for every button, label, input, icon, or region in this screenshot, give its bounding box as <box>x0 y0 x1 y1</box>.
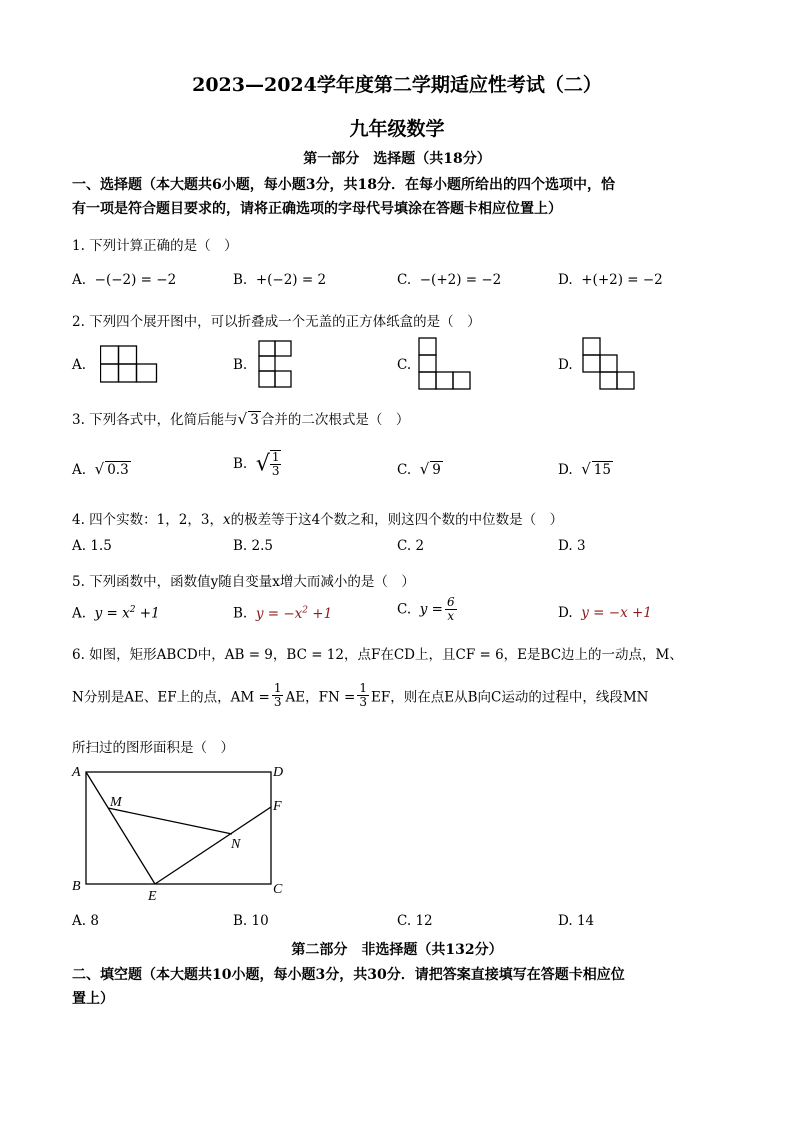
q6-line3: 所扫过的图形面积是（ ） <box>72 740 234 756</box>
q2-net-a <box>100 345 160 385</box>
q6-rectangle-figure <box>68 760 298 905</box>
segment-ae <box>86 772 155 884</box>
q2-net-b <box>258 340 294 390</box>
q6-option-b: B. 10 <box>233 913 269 929</box>
q5-option-c: C. y = $\frac{6}{x}$ <box>397 595 455 623</box>
q5-option-d: D. y = −x +1 <box>558 605 652 621</box>
q4-option-a: A. 1.5 <box>72 538 112 554</box>
label-c: C <box>273 882 283 897</box>
part2-heading: 第二部分 非选择题（共132分） <box>291 942 503 958</box>
segment-ef <box>155 807 271 884</box>
label-e: E <box>148 889 157 904</box>
segment-mn <box>108 808 232 834</box>
q4-option-b: B. 2.5 <box>233 538 273 554</box>
q3-option-c: C. √ 9 <box>397 460 441 478</box>
q1-option-d: D. +(+2) = −2 <box>558 272 663 288</box>
label-d: D <box>273 765 284 780</box>
section2-heading-line1: 二、填空题（本大题共10小题，每小题3分，共30分．请把答案直接填写在答题卡相应位 <box>72 967 625 983</box>
label-a: A <box>72 765 81 780</box>
q1-option-c: C. −(+2) = −2 <box>397 272 502 288</box>
q3-stem: 3. 下列各式中，化简后能与√ 3 合并的二次根式是（ ） <box>72 410 410 428</box>
page-subtitle: 九年级数学 <box>349 118 445 140</box>
page-title: 2023—2024学年度第二学期适应性考试（二） <box>192 74 602 96</box>
q2-option-c-label: C. <box>397 357 412 373</box>
q6-line1: 6. 如图，矩形ABCD中，AB = 9，BC = 12，点F在CD上，且CF = 6，E是BC边上的一动点，M、 <box>72 647 683 663</box>
section1-heading-line1: 一、选择题（本大题共6小题，每小题3分，共18分．在每小题所给出的四个选项中，恰 <box>72 177 615 193</box>
section2-heading-line2: 置上） <box>72 991 114 1007</box>
q1-option-a: A. −(−2) = −2 <box>72 272 177 288</box>
q3-option-b: B. √ $\frac{1}{3}$ <box>233 450 280 478</box>
q6-option-c: C. 12 <box>397 913 433 929</box>
q2-net-d <box>582 337 638 391</box>
label-f: F <box>273 799 282 814</box>
rectangle-abcd <box>86 772 271 884</box>
q2-option-d-label: D. <box>558 357 573 373</box>
q5-stem: 5. 下列函数中，函数值y随自变量x增大而减小的是（ ） <box>72 574 415 590</box>
q2-net-c <box>418 337 474 391</box>
q3-option-d: D. √ 15 <box>558 460 611 478</box>
q6-option-d: D. 14 <box>558 913 595 929</box>
q4-option-d: D. 3 <box>558 538 586 554</box>
section1-heading-line2: 有一项是符合题目要求的，请将正确选项的字母代号填涂在答题卡相应位置上） <box>72 201 562 217</box>
q5-option-a: A. $y = x^2 +1$ <box>72 605 160 622</box>
q1-option-b: B. +(−2) = 2 <box>233 272 327 288</box>
q2-option-a-label: A. <box>72 357 87 373</box>
label-b: B <box>72 879 81 894</box>
q6-option-a: A. 8 <box>72 913 99 929</box>
q5-option-b: B. $y = -x^2 +1$ <box>233 605 333 622</box>
q4-option-c: C. 2 <box>397 538 425 554</box>
q1-stem: 1. 下列计算正确的是（ ） <box>72 238 238 254</box>
q2-option-b-label: B. <box>233 357 248 373</box>
q4-stem: 4. 四个实数：1，2，3，x的极差等于这4个数之和，则这四个数的中位数是（ ） <box>72 512 564 528</box>
q6-line2: N分别是AE、EF上的点，AM = $\frac{1}{3}$ AE，FN = $\frac{1}{3}$ EF，则在点E从B向C运动的过程中，线段MN <box>72 681 649 709</box>
q3-option-a: A. √ 0.3 <box>72 460 129 478</box>
label-n: N <box>231 837 241 852</box>
q2-stem: 2. 下列四个展开图中，可以折叠成一个无盖的正方体纸盒的是（ ） <box>72 314 481 330</box>
label-m: M <box>110 795 122 810</box>
part1-heading: 第一部分 选择题（共18分） <box>303 151 491 167</box>
